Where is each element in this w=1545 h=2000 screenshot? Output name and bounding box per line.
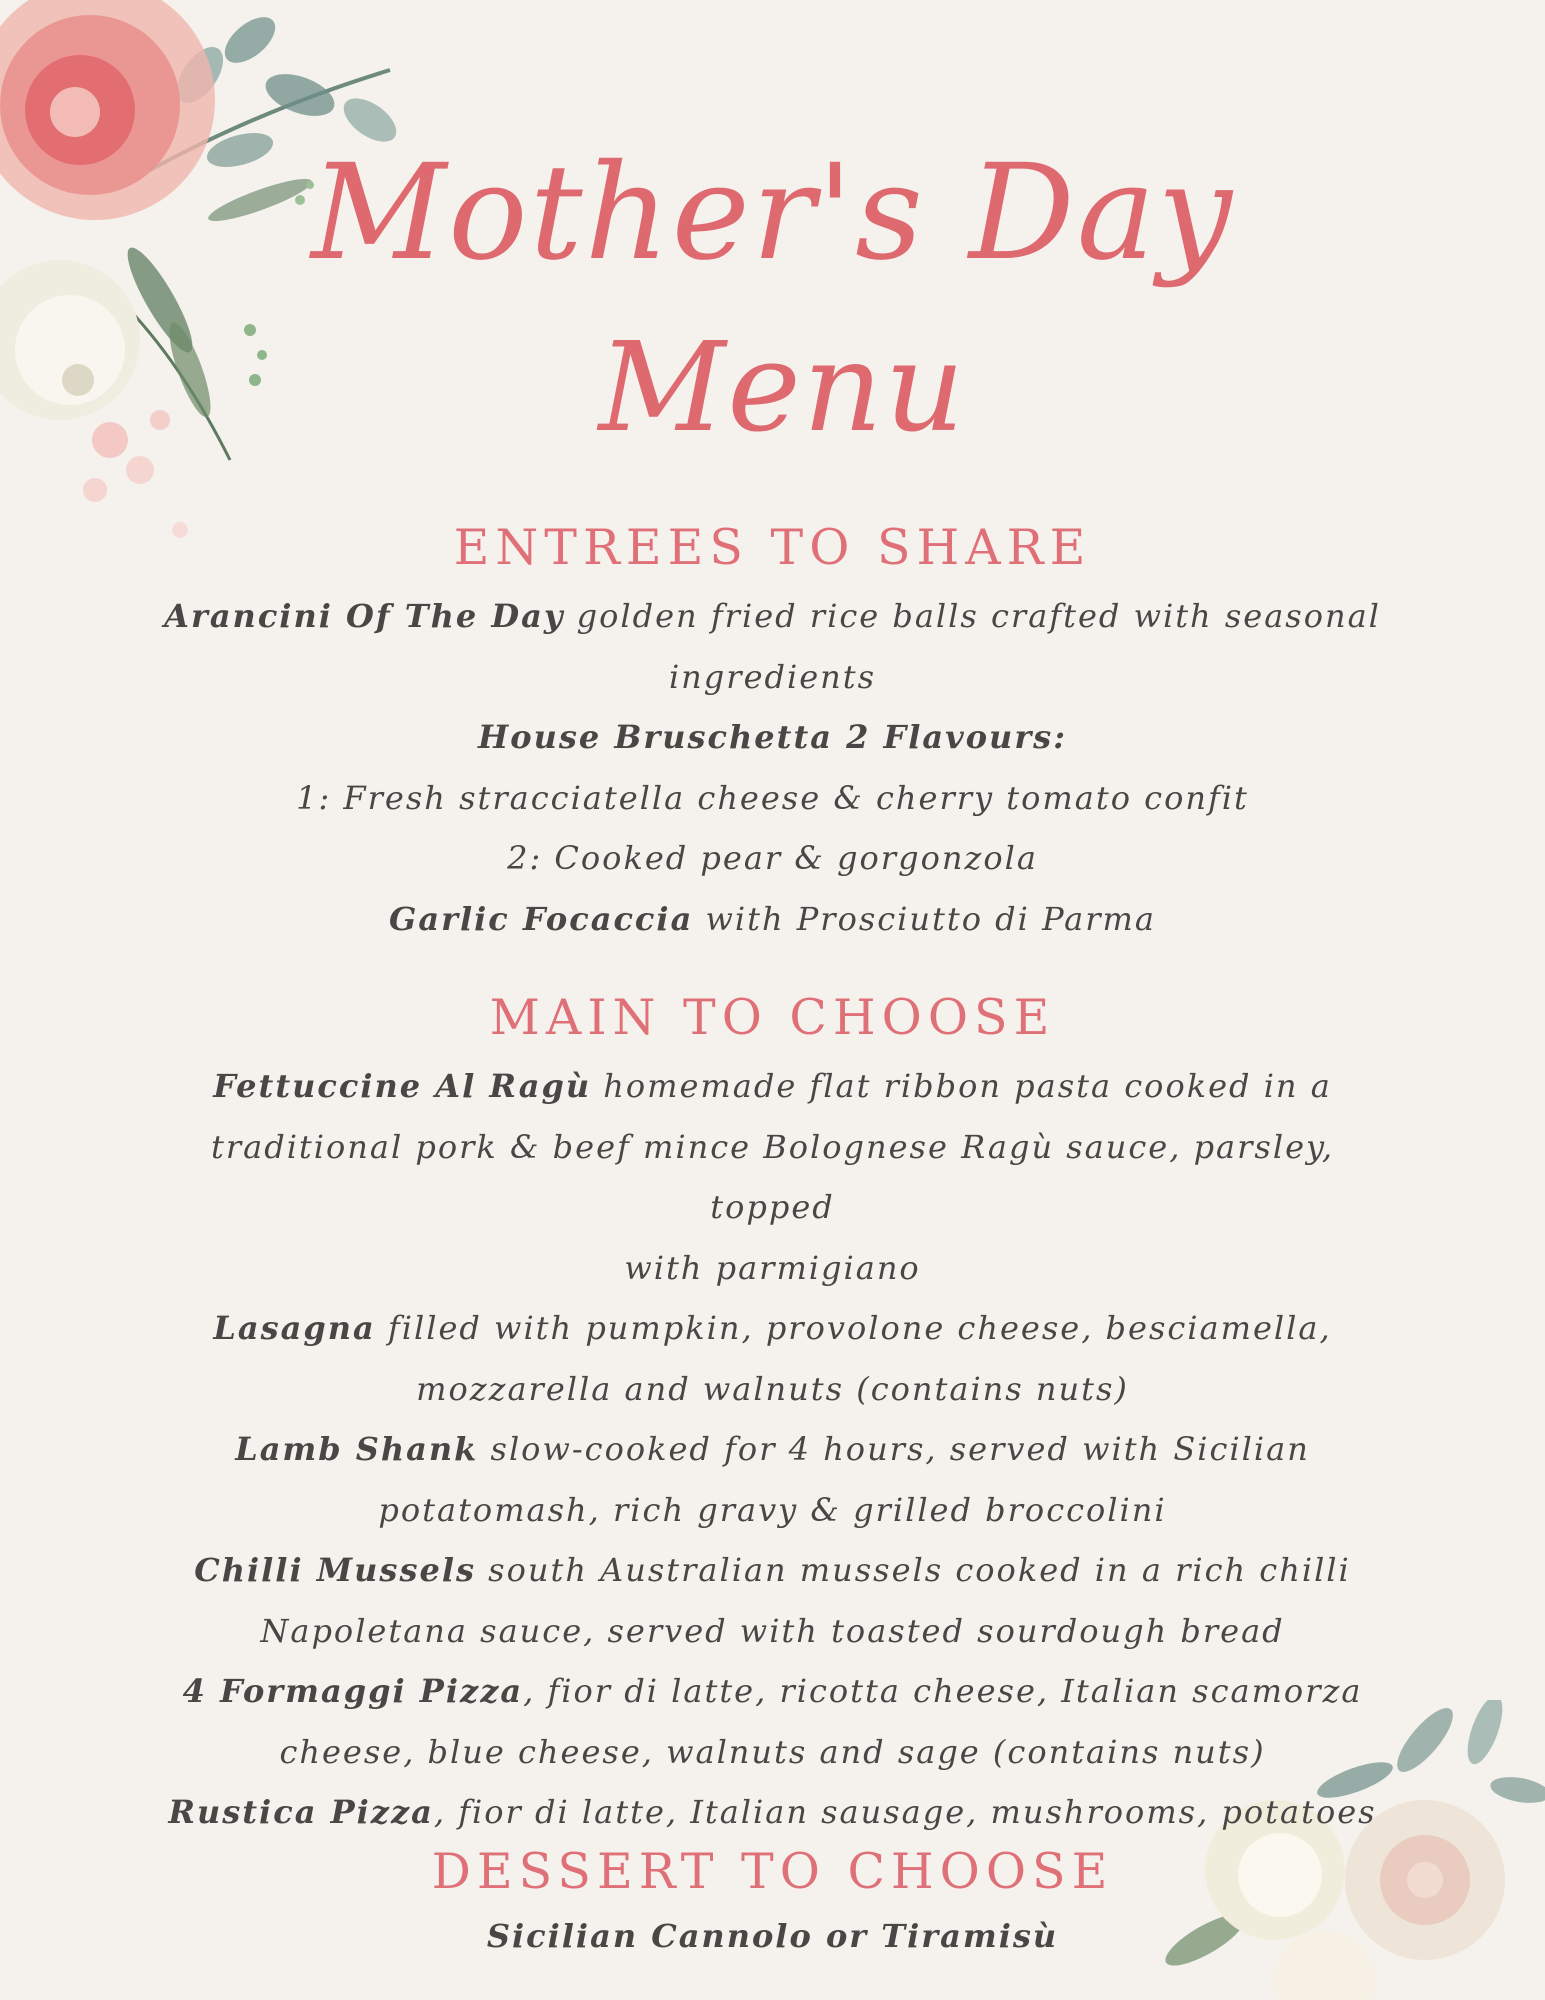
menu-line (150, 1359, 1395, 1420)
menu-line (150, 828, 1395, 889)
dish-description: traditional pork & beef mince Bolognese Ragù sauce, parsley, topped (210, 1127, 1335, 1226)
menu-line (150, 586, 1395, 647)
dish-description: , fior di latte, ricotta cheese, Italian scamorza (523, 1672, 1363, 1710)
menu-item-list (150, 1056, 1395, 1843)
menu-item-list (150, 586, 1395, 949)
dish-description: golden fried rice balls crafted with seasonal (564, 597, 1381, 635)
dish-description: slow-cooked for 4 hours, served with Sicilian (478, 1430, 1310, 1468)
menu-line (150, 768, 1395, 829)
section-heading: ENTREES TO SHARE (453, 519, 1092, 576)
dish-description: mozzarella and walnuts (contains nuts) (416, 1369, 1129, 1408)
menu-line (150, 1117, 1395, 1238)
menu-line (150, 707, 1395, 768)
dish-name: 4 Formaggi Pizza (182, 1672, 524, 1710)
menu-line (150, 1056, 1395, 1117)
dish-description: south Australian mussels cooked in a rich chilli (475, 1551, 1351, 1589)
dish-name: House Bruschetta 2 Flavours: (478, 718, 1067, 756)
dish-description: cheese, blue cheese, walnuts and sage (contains nuts) (279, 1732, 1266, 1771)
dish-description: with parmigiano (624, 1248, 921, 1287)
menu-line (150, 1722, 1395, 1783)
dish-name: Arancini Of The Day (164, 597, 565, 635)
floral-decoration-top-left (0, 0, 420, 580)
dish-description: Sicilian Cannolo or Tiramisù (486, 1917, 1059, 1955)
section-heading: MAIN TO CHOOSE (489, 989, 1056, 1046)
dish-description: Napoletana sauce, served with toasted sourdough bread (260, 1611, 1285, 1650)
dish-name: Fettuccine Al Ragù (213, 1067, 592, 1105)
dish-description: potatomash, rich gravy & grilled broccolini (378, 1490, 1167, 1529)
dessert-section (150, 1842, 1395, 1967)
dish-description: with Prosciutto di Parma (693, 899, 1156, 938)
menu-title-line-1: Mother's Day (311, 136, 1234, 290)
menu-item-list (150, 1906, 1395, 1967)
menu-line (150, 1419, 1395, 1480)
menu-line (150, 1906, 1395, 1967)
dish-description: filled with pumpkin, provolone cheese, besciamella, (375, 1309, 1332, 1347)
mains-section (150, 988, 1395, 1843)
section-heading: DESSERT TO CHOOSE (431, 1843, 1114, 1900)
menu-line (150, 647, 1395, 708)
dish-name: Lamb Shank (235, 1430, 479, 1468)
menu-line (150, 889, 1395, 950)
dish-description: homemade flat ribbon pasta cooked in a (591, 1067, 1332, 1105)
dish-description: ingredients (668, 657, 877, 696)
dish-name: Chilli Mussels (194, 1551, 476, 1589)
dish-description: 1: Fresh stracciatella cheese & cherry tomato confit (296, 778, 1249, 817)
dish-name: Lasagna (213, 1309, 376, 1347)
menu-line (150, 1480, 1395, 1541)
menu-line (150, 1298, 1395, 1359)
entrees-section (150, 518, 1395, 949)
menu-line (150, 1661, 1395, 1722)
menu-line (150, 1238, 1395, 1299)
dish-description: 2: Cooked pear & gorgonzola (507, 839, 1038, 877)
menu-line (150, 1540, 1395, 1601)
dish-name: Garlic Focaccia (389, 899, 694, 938)
menu-line (150, 1782, 1395, 1843)
dish-name: Rustica Pizza (168, 1793, 434, 1831)
menu-title-line-2: Menu (598, 316, 967, 460)
dish-description: , fior di latte, Italian sausage, mushrooms, potatoes (433, 1793, 1377, 1831)
menu-line (150, 1601, 1395, 1662)
